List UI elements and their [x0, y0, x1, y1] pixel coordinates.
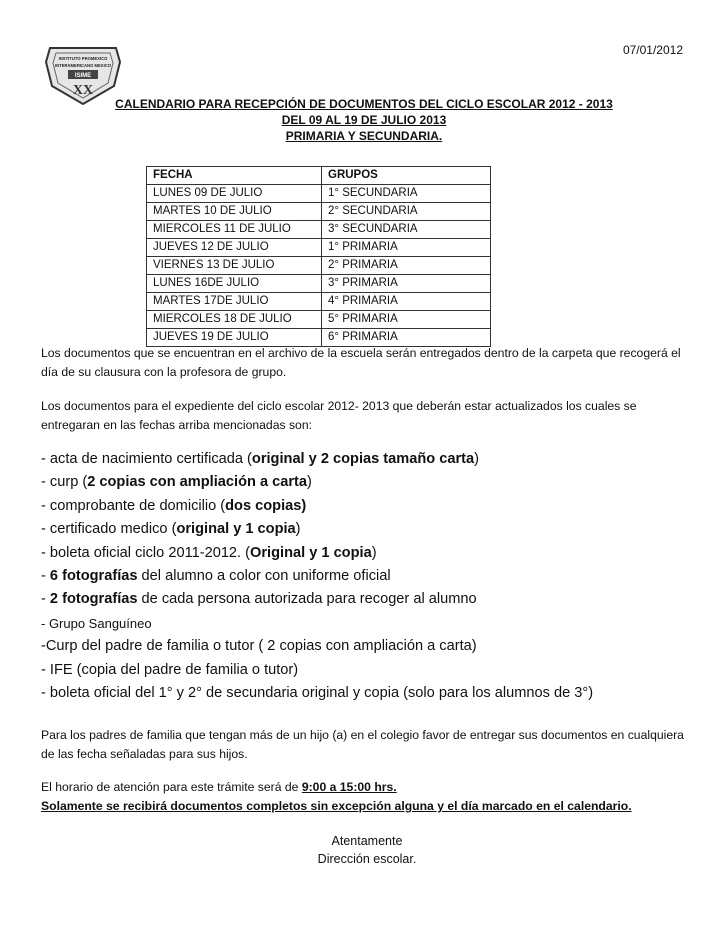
- table-row: [147, 293, 491, 311]
- table-row: [147, 257, 491, 275]
- paragraph-hermanos: Para los padres de familia que tengan más de un hijo (a) en el colegio favor de entregar sus documentos en cualquiera de las fecha señaladas para sus hijos.: [41, 728, 684, 761]
- cell-fecha: JUEVES 19 DE JULIO: [147, 329, 322, 347]
- table-header-row: [147, 167, 491, 185]
- column-header-grupos: GRUPOS: [322, 167, 491, 185]
- cell-fecha: MARTES 17DE JULIO: [147, 293, 322, 311]
- list-item: - certificado medico (original y 1 copia): [41, 521, 301, 538]
- paragraph-expediente: Los documentos para el expediente del ciclo escolar 2012- 2013 que deberán estar actualizados los cuales se entregaran en las fechas arriba mencionadas son:: [41, 399, 637, 432]
- horario-prefix: El horario de atención para este trámite será de: [41, 780, 302, 794]
- cell-fecha: MARTES 10 DE JULIO: [147, 203, 322, 221]
- requirements-list: [41, 448, 701, 705]
- title-line-3: PRIMARIA Y SECUNDARIA.: [285, 129, 443, 143]
- cell-grupo: 3° PRIMARIA: [322, 275, 491, 293]
- table-row: [147, 221, 491, 239]
- list-item: - boleta oficial del 1° y 2° de secundaria original y copia (solo para los alumnos de 3°): [41, 685, 594, 702]
- signature-block: [0, 832, 728, 868]
- cell-grupo: 2° PRIMARIA: [322, 257, 491, 275]
- list-item: - acta de nacimiento certificada (original y 2 copias tamaño carta): [41, 451, 480, 467]
- cell-fecha: MIERCOLES 18 DE JULIO: [147, 311, 322, 329]
- cell-fecha: MIERCOLES 11 DE JULIO: [147, 221, 322, 239]
- cell-fecha: LUNES 16DE JULIO: [147, 275, 322, 293]
- logo-text-mid: INTERAMERICANO MEXICO: [54, 63, 112, 68]
- list-item: - comprobante de domicilio (dos copias): [41, 497, 307, 514]
- list-item: - 2 fotografías de cada persona autorizada para recoger al alumno: [41, 591, 477, 608]
- paragraph-horario: [41, 778, 691, 797]
- document-title: [0, 96, 728, 144]
- title-line-1: CALENDARIO PARA RECEPCIÓN DE DOCUMENTOS DEL CICLO ESCOLAR 2012 - 2013: [115, 97, 613, 111]
- logo-badge: ISIME: [74, 73, 92, 79]
- cell-grupo: 1° PRIMARIA: [322, 239, 491, 257]
- list-item: - IFE (copia del padre de familia o tutor): [41, 661, 299, 678]
- paragraph-warning: [41, 797, 701, 816]
- logo-roman: XX: [72, 83, 94, 98]
- list-item: - 6 fotografías del alumno a color con uniforme oficial: [41, 568, 391, 585]
- table-row: [147, 239, 491, 257]
- cell-grupo: 5° PRIMARIA: [322, 311, 491, 329]
- cell-fecha: LUNES 09 DE JULIO: [147, 185, 322, 203]
- cell-grupo: 4° PRIMARIA: [322, 293, 491, 311]
- signature-line-1: Atentamente: [331, 834, 403, 848]
- list-item: - Grupo Sanguíneo: [41, 615, 152, 631]
- cell-grupo: 3° SECUNDARIA: [322, 221, 491, 239]
- document-date: 07/01/2012: [622, 43, 683, 57]
- cell-fecha: JUEVES 12 DE JULIO: [147, 239, 322, 257]
- calendar-table: [146, 166, 491, 347]
- table-row: [147, 203, 491, 221]
- horario-time: 9:00 a 15:00 hrs.: [301, 780, 397, 794]
- table-row: [147, 311, 491, 329]
- column-header-fecha: FECHA: [147, 167, 322, 185]
- table-row: [147, 185, 491, 203]
- list-item: - curp (2 copias con ampliación a carta): [41, 474, 312, 491]
- list-item: - boleta oficial ciclo 2011-2012. (Original y 1 copia): [41, 544, 377, 561]
- cell-grupo: 2° SECUNDARIA: [322, 203, 491, 221]
- list-item: -Curp del padre de familia o tutor ( 2 copias con ampliación a carta): [41, 638, 477, 655]
- logo-text-top: INSTITUTO PROMEXICO: [58, 56, 108, 61]
- cell-grupo: 1° SECUNDARIA: [322, 185, 491, 203]
- paragraph-archivo: Los documentos que se encuentran en el archivo de la escuela serán entregados dentro de la carpeta que recogerá el día de su clausura con la profesora de grupo.: [41, 346, 681, 379]
- cell-fecha: VIERNES 13 DE JULIO: [147, 257, 322, 275]
- warning-text: Solamente se recibirá documentos completos sin excepción alguna y el día marcado en el calendario.: [41, 799, 632, 813]
- cell-grupo: 6° PRIMARIA: [322, 329, 491, 347]
- signature-line-2: Dirección escolar.: [317, 852, 417, 866]
- table-row: [147, 275, 491, 293]
- title-line-2: DEL 09 AL 19 DE JULIO 2013: [281, 113, 447, 127]
